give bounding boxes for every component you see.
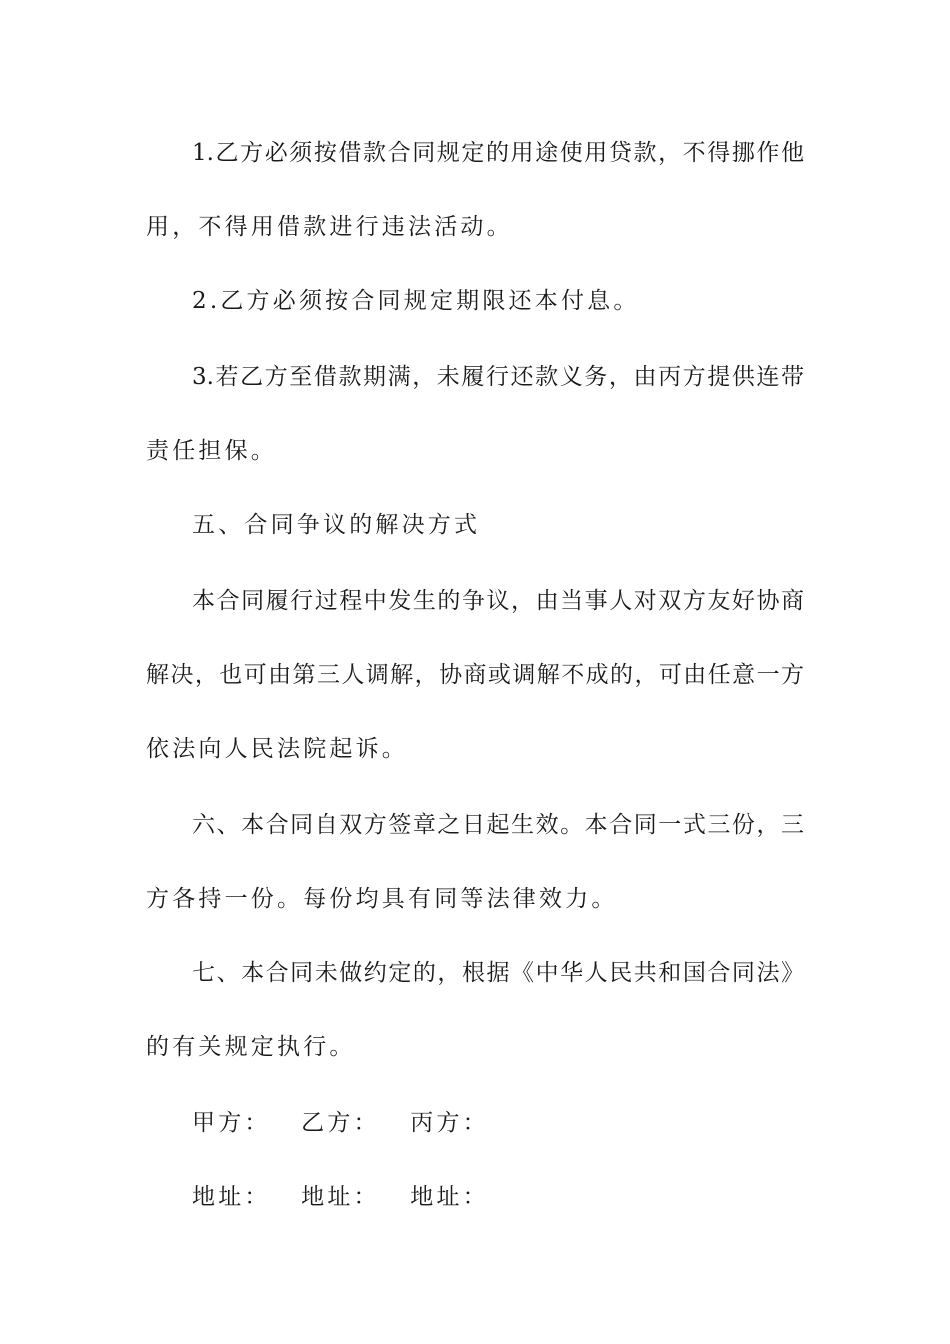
clause-1-line-1: 1.乙方必须按借款合同规定的用途使用贷款，不得挪作他 — [192, 140, 804, 166]
clause-3-line-2: 责任担保。 — [146, 438, 277, 464]
address-row — [192, 1182, 509, 1212]
party-b-label: 乙方： — [301, 1110, 380, 1136]
section-7-line-2: 的有关规定执行。 — [146, 1034, 356, 1060]
section-5-line-1: 本合同履行过程中发生的争议，由当事人对双方友好协商 — [192, 588, 804, 614]
section-7-line-1: 七、本合同未做约定的，根据《中华人民共和国合同法》 — [192, 960, 804, 986]
party-c-address-label: 地址： — [410, 1184, 489, 1210]
section-5-line-3: 依法向人民法院起诉。 — [146, 736, 408, 762]
signature-row — [192, 1108, 509, 1138]
party-b-address-label: 地址： — [301, 1184, 380, 1210]
clause-2-line-1: 2.乙方必须按合同规定期限还本付息。 — [192, 288, 640, 314]
section-5-heading: 五、合同争议的解决方式 — [192, 512, 481, 538]
section-6-line-2: 方各持一份。每份均具有同等法律效力。 — [146, 886, 618, 912]
section-5-line-2: 解决，也可由第三人调解，协商或调解不成的，可由任意一方 — [146, 662, 804, 688]
clause-3-line-1: 3.若乙方至借款期满，未履行还款义务，由丙方提供连带 — [192, 364, 804, 390]
party-a-label: 甲方： — [192, 1110, 271, 1136]
section-6-line-1: 六、本合同自双方签章之日起生效。本合同一式三份，三 — [192, 812, 804, 838]
clause-1-line-2: 用，不得用借款进行违法活动。 — [146, 214, 513, 240]
party-a-address-label: 地址： — [192, 1184, 271, 1210]
party-c-label: 丙方： — [410, 1110, 489, 1136]
